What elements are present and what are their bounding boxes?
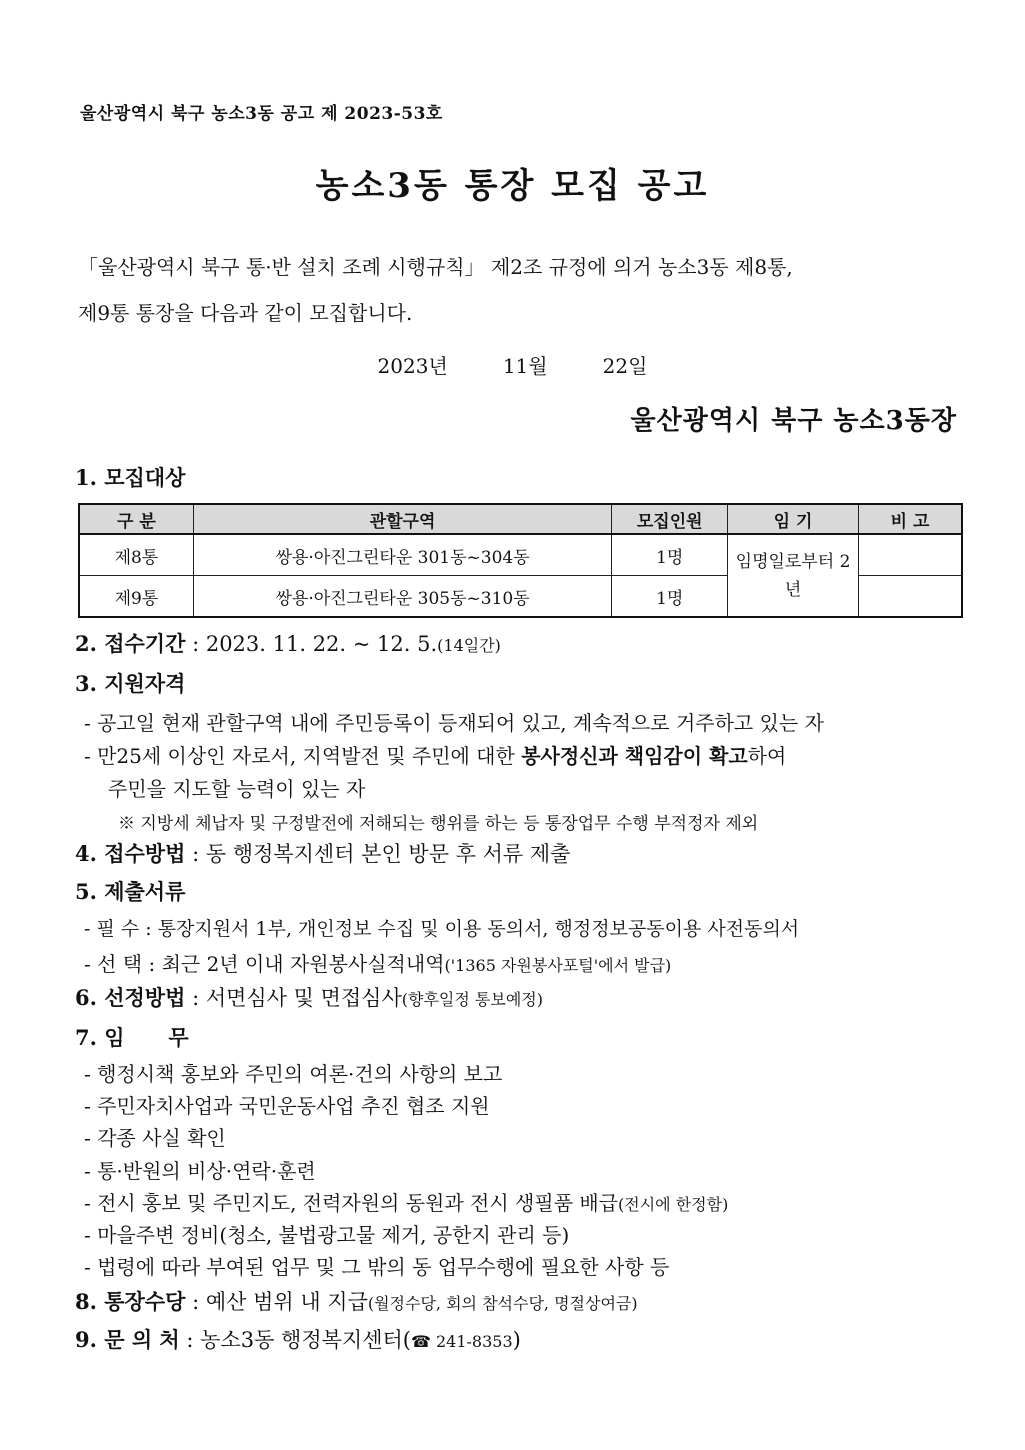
section-2-title: 2. 접수기간 xyxy=(75,631,186,656)
notice-date: 2023년 11월 22일 xyxy=(377,354,648,378)
allowance-note: (월정수당, 회의 참석수당, 명절상여금) xyxy=(367,1294,638,1313)
section-2 xyxy=(75,628,501,658)
section-1-heading xyxy=(75,462,185,492)
qualification-item-2-text: - 만25세 이상인 자로서, 지역발전 및 주민에 대한 xyxy=(84,744,522,768)
col-header-term: 임 기 xyxy=(728,504,859,534)
section-7-heading xyxy=(75,1022,189,1052)
document-title: 농소3동 통장 모집 공고 xyxy=(315,166,710,206)
qualification-item-2-end: 하여 xyxy=(747,744,787,768)
documents-optional-note: ('1365 자원봉사포털'에서 발급) xyxy=(444,956,672,975)
section-5-heading xyxy=(75,876,185,906)
qualification-item-2 xyxy=(84,740,786,769)
col-header-count: 모집인원 xyxy=(612,504,728,534)
duty-item-text: - 전시 홍보 및 주민지도, 전력자원의 동원과 전시 생필품 배급 xyxy=(84,1191,619,1215)
qualification-item-2-cont: 주민을 지도할 능력이 있는 자 xyxy=(108,777,366,801)
intro-paragraph xyxy=(78,244,978,336)
cell-district: 제8통 xyxy=(79,534,193,576)
section-8-title: 8. 통장수당 xyxy=(75,1289,186,1314)
section-9 xyxy=(75,1324,521,1354)
section-8 xyxy=(75,1286,638,1316)
duty-item: - 마을주변 정비(청소, 불법광고물 제거, 공한지 관리 등) xyxy=(84,1223,570,1247)
col-header-area: 관할구역 xyxy=(193,504,611,534)
section-6-title: 6. 선정방법 xyxy=(75,985,186,1010)
reception-period: 2023. 11. 22. ~ 12. 5. xyxy=(205,632,438,656)
notice-number: 울산광역시 북구 농소3동 공고 제 2023-53호 xyxy=(80,104,443,124)
section-9-title: 9. 문 의 처 xyxy=(75,1327,180,1352)
duty-item: - 통·반원의 비상·연락·훈련 xyxy=(84,1159,316,1183)
table-row xyxy=(79,534,962,576)
separator: : xyxy=(185,632,206,656)
reception-days: (14일간) xyxy=(437,636,501,655)
separator: : xyxy=(185,842,206,866)
qualification-emphasis: 봉사정신과 책임감이 확고 xyxy=(521,744,748,768)
section-7-title: 7. 임 무 xyxy=(75,1025,189,1050)
allowance-text: 예산 범위 내 지급 xyxy=(205,1290,368,1314)
documents-required: - 필 수 : 통장지원서 1부, 개인정보 수집 및 이용 동의서, 행정정보공동이용 사전동의서 xyxy=(84,918,800,940)
duty-item: - 각종 사실 확인 xyxy=(84,1126,226,1150)
duty-item: - 주민자치사업과 국민운동사업 추진 협조 지원 xyxy=(84,1094,490,1118)
separator: : xyxy=(185,1290,206,1314)
reception-method: 동 행정복지센터 본인 방문 후 서류 제출 xyxy=(205,842,571,866)
intro-line-2: 제9통 통장을 다음과 같이 모집합니다. xyxy=(78,301,413,325)
section-3-heading xyxy=(75,668,185,698)
cell-note xyxy=(859,534,962,576)
selection-method: 서면심사 및 면접심사 xyxy=(205,986,402,1010)
section-4-title: 4. 접수방법 xyxy=(75,841,186,866)
qualification-item-1: - 공고일 현재 관할구역 내에 주민등록이 등재되어 있고, 계속적으로 거주하고 있는 자 xyxy=(84,711,824,735)
documents-optional xyxy=(84,948,671,977)
table-header-row xyxy=(79,504,962,534)
separator: : xyxy=(179,1328,201,1352)
col-header-district: 구 분 xyxy=(79,504,193,534)
cell-district: 제9통 xyxy=(79,576,193,618)
section-3-title: 3. 지원자격 xyxy=(75,671,186,696)
cell-term xyxy=(728,534,859,617)
separator: : xyxy=(185,986,206,1010)
duty-item-note: (전시에 한정함) xyxy=(618,1195,729,1214)
duty-item xyxy=(84,1187,728,1216)
section-1-title: 1. 모집대상 xyxy=(75,465,186,490)
contact-phone: ☎ 241-8353 xyxy=(410,1332,513,1351)
cell-note xyxy=(859,576,962,618)
documents-optional-text: - 선 택 : 최근 2년 이내 자원봉사실적내역 xyxy=(84,952,445,976)
intro-line-1: 「울산광역시 북구 통·반 설치 조례 시행규칙」 제2조 규정에 의거 농소3동 제8통, xyxy=(78,255,793,279)
duty-item: - 행정시책 홍보와 주민의 여론·건의 사항의 보고 xyxy=(84,1062,503,1086)
issuer: 울산광역시 북구 농소3동장 xyxy=(630,406,957,436)
recruitment-table xyxy=(78,503,963,618)
cell-count: 1명 xyxy=(612,534,728,576)
cell-area: 쌍용·아진그린타운 301동~304동 xyxy=(193,534,611,576)
cell-area: 쌍용·아진그린타운 305동~310동 xyxy=(193,576,611,618)
selection-note: (향후일정 통보예정) xyxy=(401,990,543,1009)
contact-close: ) xyxy=(512,1328,521,1352)
duty-item: - 법령에 따라 부여된 업무 및 그 밖의 동 업무수행에 필요한 사항 등 xyxy=(84,1255,670,1279)
qualification-note: ※ 지방세 체납자 및 구정발전에 저해되는 행위를 하는 등 통장업무 수행 부적정자 제외 xyxy=(118,814,759,834)
term-text: 임명일로부터 2년 xyxy=(735,551,851,600)
col-header-note: 비 고 xyxy=(859,504,962,534)
section-6 xyxy=(75,982,543,1012)
section-5-title: 5. 제출서류 xyxy=(75,879,186,904)
cell-count: 1명 xyxy=(612,576,728,618)
section-4 xyxy=(75,838,570,868)
contact-office: 농소3동 행정복지센터( xyxy=(200,1328,411,1352)
